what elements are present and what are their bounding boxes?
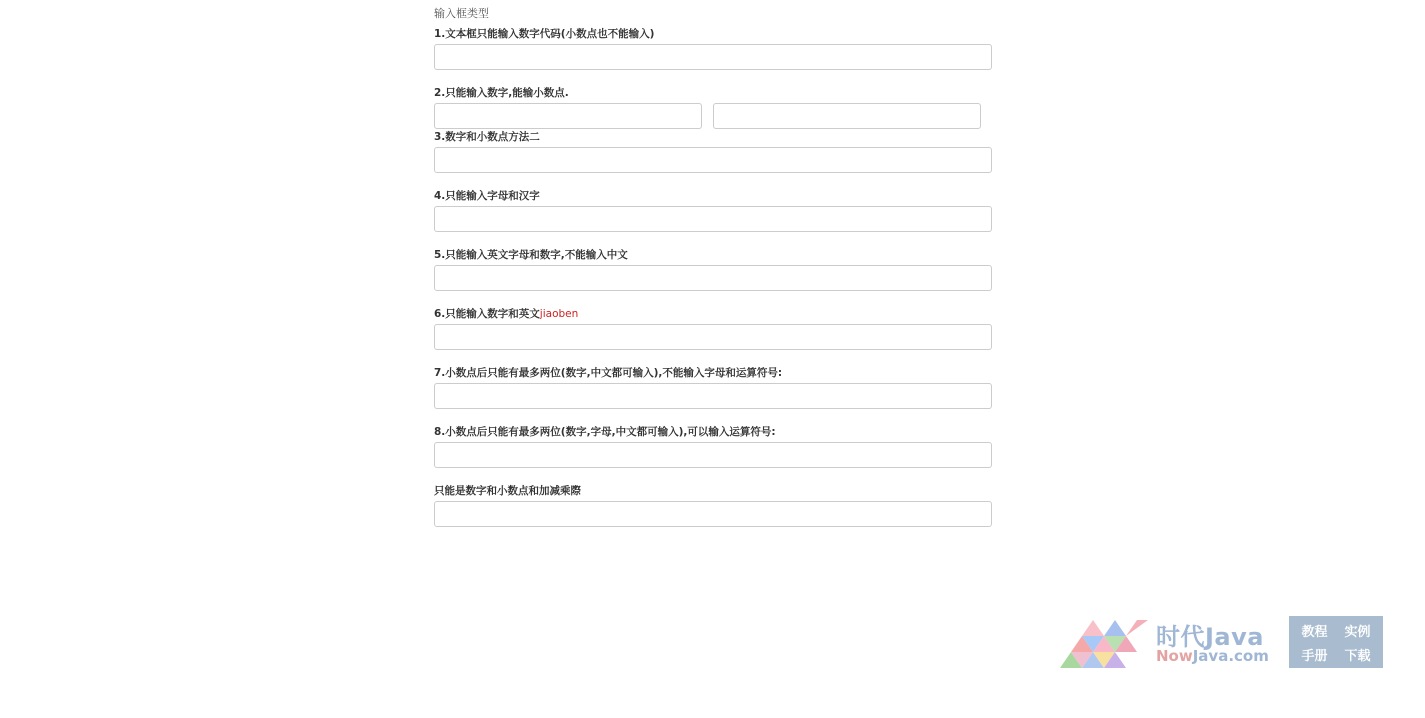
- watermark-url-prefix: Now: [1156, 647, 1193, 665]
- triangle-logo-icon: [1060, 618, 1152, 670]
- field-label-6-text: 6.只能输入数字和英文: [434, 308, 540, 320]
- watermark-box: [1289, 616, 1383, 668]
- watermark-url: [1156, 647, 1269, 665]
- alphanumeric-input[interactable]: [434, 265, 992, 291]
- watermark-downloads: 下载: [1344, 648, 1371, 664]
- site-watermark: [1060, 615, 1385, 670]
- two-decimal-no-operators-input[interactable]: [434, 383, 992, 409]
- letters-chinese-input[interactable]: [434, 206, 992, 232]
- field-label-6-hint: jiaoben: [539, 308, 579, 320]
- arithmetic-input[interactable]: [434, 501, 992, 527]
- decimal-input-a[interactable]: [434, 103, 702, 129]
- field-label-8: 8.小数点后只能有最多两位(数字,字母,中文都可输入),可以输入运算符号:: [434, 426, 776, 438]
- two-decimal-operators-input[interactable]: [434, 442, 992, 468]
- watermark-tutorials: 教程: [1301, 624, 1328, 640]
- numeric-code-input[interactable]: [434, 44, 992, 70]
- field-label-9: 只能是数字和小数点和加减乘際: [434, 485, 581, 497]
- field-label-1: 1.文本框只能输入数字代码(小数点也不能输入): [434, 28, 655, 40]
- field-label-2: 2.只能输入数字,能输小数点.: [434, 87, 569, 99]
- digits-english-input[interactable]: [434, 324, 992, 350]
- decimal-input-b[interactable]: [713, 103, 981, 129]
- field-label-4: 4.只能输入字母和汉字: [434, 190, 540, 202]
- field-label-3: 3.数字和小数点方法二: [434, 131, 540, 143]
- watermark-manuals: 手册: [1301, 648, 1328, 664]
- field-label-5: 5.只能输入英文字母和数字,不能输入中文: [434, 249, 628, 261]
- field-label-7: 7.小数点后只能有最多两位(数字,中文都可输入),不能输入字母和运算符号:: [434, 367, 783, 379]
- watermark-title: 时代Java: [1156, 623, 1264, 651]
- watermark-url-rest: Java.com: [1192, 647, 1269, 665]
- watermark-examples: 实例: [1344, 624, 1371, 640]
- section-title: 输入框类型: [434, 7, 489, 20]
- field-label-6: [434, 306, 578, 321]
- decimal-method-two-input[interactable]: [434, 147, 992, 173]
